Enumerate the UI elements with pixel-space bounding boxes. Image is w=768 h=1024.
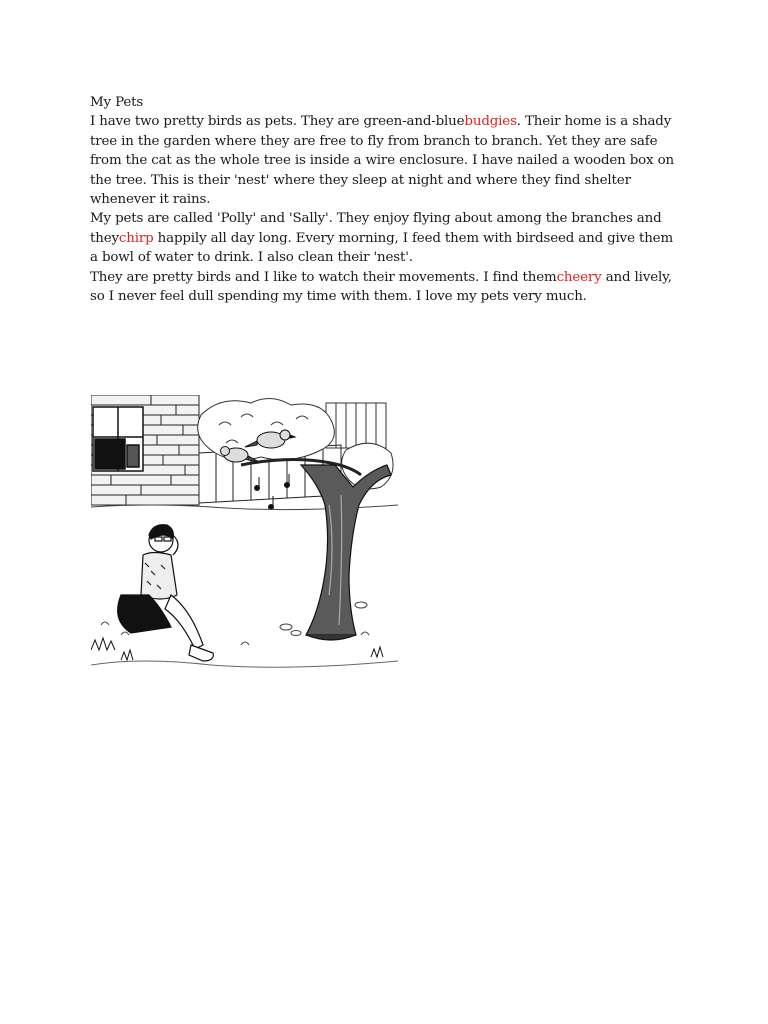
paragraph-text: and lively, so I never feel dull spending my time with them. I love my pets very much.	[90, 269, 672, 305]
paragraph-3	[90, 268, 680, 307]
document-title: My Pets	[90, 95, 144, 110]
illustration-drawing	[91, 395, 398, 671]
document-body	[90, 93, 680, 306]
paragraph-text: They are pretty birds and I like to watch their movements. I find them	[90, 269, 557, 285]
keyword-cheery: cheery	[556, 269, 602, 285]
paragraph-text: My pets are called 'Polly' and 'Sally'. They enjoy flying about among the branches and they	[90, 211, 662, 246]
keyword-chirp: chirp	[118, 230, 154, 246]
paragraph-text: . Their home is a shady tree in the garden where they are free to fly from branch to branch. Yet they are safe from the cat as the whole tree is inside a wire enclosure. I have nailed a wooden box on the tree. This is their 'nest' where they sleep at night and where they find shelter whenever it rains.	[90, 114, 674, 208]
paragraph-text: happily all day long. Every morning, I feed them with birdseed and give them a bowl of water to drink. I also clean their 'nest'.	[90, 230, 674, 266]
lattice	[326, 403, 386, 448]
paragraph-1	[90, 112, 680, 209]
keyword-budgies: budgies	[464, 114, 517, 130]
paragraph-2	[90, 209, 680, 267]
pets-illustration	[91, 395, 398, 671]
paragraph-text: I have two pretty birds as pets. They are green-and-blue	[90, 114, 465, 130]
child-figure	[118, 525, 214, 661]
window	[93, 407, 143, 471]
